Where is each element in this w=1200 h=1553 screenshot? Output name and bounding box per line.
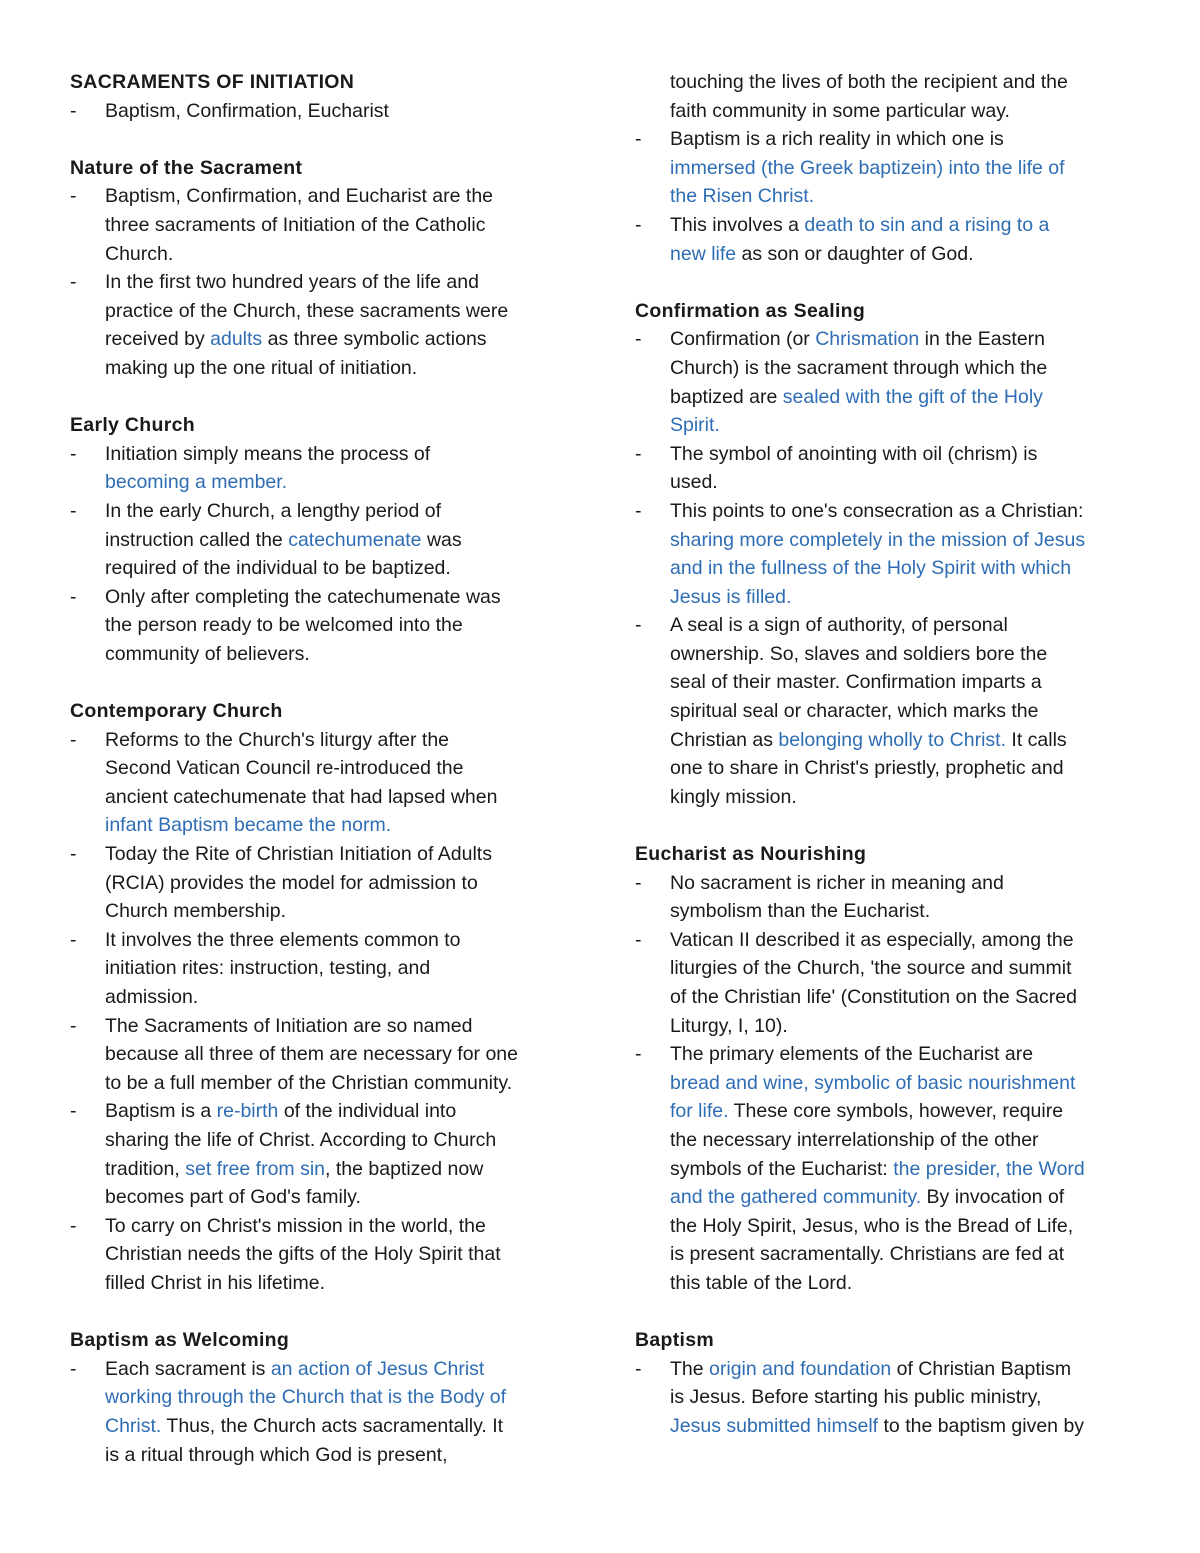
bullet-continuation [635,68,1135,125]
text-run: tradition, [105,1157,186,1180]
text-line [105,754,570,783]
text-run: By invocation of [921,1186,1065,1209]
text-run: Christian as [670,728,779,751]
highlighted-text: origin and foundation [709,1357,892,1380]
text-line [670,897,1135,926]
text-run: liturgies of the Church, 'the source and summit [670,957,1072,980]
text-line [670,1355,1135,1384]
text-line [105,1240,570,1269]
text-run: of the individual into [278,1100,457,1123]
text-run: the person ready to be welcomed into the [105,614,463,637]
bullet-item [70,497,570,583]
text-line [670,1097,1135,1126]
bullet-dash: - [635,499,642,522]
text-line [670,726,1135,755]
bullet-dash: - [635,871,642,894]
spacer [70,125,570,154]
text-run: Second Vatican Council re-introduced the [105,757,464,780]
text-line [105,1012,570,1041]
bullet-item [70,1355,570,1469]
highlighted-text: the presider, the Word [893,1157,1085,1180]
bullet-dash: - [70,1100,77,1123]
text-run: Liturgy, I, 10). [670,1014,788,1037]
text-run: kingly mission. [670,785,797,808]
bullet-dash: - [70,728,77,751]
right-column [635,68,1135,1441]
text-run: Reforms to the Church's liturgy after the [105,728,450,751]
text-run: The Sacraments of Initiation are so named [105,1014,473,1037]
text-run: required of the individual to be baptized. [105,557,451,580]
text-line [670,926,1135,955]
left-column [70,68,570,1469]
text-run: received by [105,328,211,351]
text-line [105,1212,570,1241]
bullet-dash: - [635,1357,642,1380]
bullet-dash: - [70,843,77,866]
bullet-dash: - [70,928,77,951]
section-heading: SACRAMENTS OF INITIATION [70,71,355,93]
text-line [670,1412,1135,1441]
highlighted-text: Jesus is filled. [670,585,792,608]
highlighted-text: becoming a member. [105,471,288,494]
bullet-item [70,182,570,268]
bullet-item [635,926,1135,1040]
highlighted-text: set free from sin [185,1157,326,1180]
text-line [105,468,570,497]
highlighted-text: belonging wholly to Christ. [778,728,1006,751]
text-run: (RCIA) provides the model for admission to [105,871,478,894]
text-run: symbolism than the Eucharist. [670,900,931,923]
text-run: to the baptism given by [878,1414,1085,1437]
text-line [670,754,1135,783]
text-run: was [421,528,462,551]
text-run: Baptism is a rich reality in which one is [670,128,1004,151]
text-line [670,125,1135,154]
bullet-item [70,97,570,126]
bullet-dash: - [635,128,642,151]
bullet-item [635,1355,1135,1441]
section-heading: Eucharist as Nourishing [635,843,867,866]
text-run: This involves a [670,213,805,236]
highlighted-text: new life [670,242,737,265]
text-run: Initiation simply means the process of [105,442,431,465]
text-run: practice of the Church, these sacraments were [105,299,509,322]
text-line [105,1155,570,1184]
text-line [670,640,1135,669]
bullet-dash: - [635,213,642,236]
highlighted-text: and the gathered community. [670,1186,922,1209]
text-line [670,583,1135,612]
text-run: this table of the Lord. [670,1271,853,1294]
text-run: community of believers. [105,642,310,665]
spacer [635,1298,1135,1327]
text-line [670,68,1135,97]
text-line [670,1212,1135,1241]
text-run: of the Christian life' (Constitution on the Sacred [670,986,1077,1008]
bullet-item [70,726,570,840]
highlighted-text: bread and wine, symbolic of basic nourishment [670,1071,1076,1094]
bullet-dash: - [635,328,642,351]
text-run: to be a full member of the Christian community. [105,1071,513,1094]
bullet-dash: - [70,271,77,294]
text-run: faith community in some particular way. [670,99,1010,122]
text-line [105,497,570,526]
text-run: making up the one ritual of initiation. [105,356,418,379]
text-run: This points to one's consecration as a Christian: [670,499,1084,522]
text-line [105,1269,570,1298]
highlighted-text: catechumenate [288,528,422,551]
bullet-dash: - [635,442,642,465]
text-run: is Jesus. Before starting his public ministry, [670,1386,1042,1409]
text-line [670,869,1135,898]
text-line [105,1040,570,1069]
text-run: The [670,1357,710,1380]
section-heading: Confirmation as Sealing [635,299,866,322]
text-run: used. [670,471,718,494]
highlighted-text: adults [210,328,263,351]
bullet-item [70,1012,570,1098]
bullet-dash: - [70,1214,77,1237]
bullet-dash: - [70,1014,77,1037]
bullet-item [70,1097,570,1211]
bullet-dash: - [70,442,77,465]
text-run: is present sacramentally. Christians are fed at [670,1243,1065,1266]
text-line [105,297,570,326]
text-line [670,354,1135,383]
highlighted-text: immersed (the Greek baptizein) into the life of [670,156,1065,179]
bullet-dash: - [70,585,77,608]
text-run: ownership. So, slaves and soldiers bore the [670,642,1048,665]
text-line [105,440,570,469]
bullet-item [70,840,570,926]
text-run: The primary elements of the Eucharist are [670,1043,1034,1066]
text-run: in the Eastern [919,328,1046,351]
text-run: seal of their master. Confirmation imparts a [670,671,1042,694]
section-heading: Early Church [70,414,195,437]
text-line [670,497,1135,526]
highlighted-text: Spirit. [670,414,720,437]
spacer [635,268,1135,297]
bullet-item [635,325,1135,439]
text-run: the Holy Spirit, Jesus, who is the Bread of Life, [670,1214,1074,1237]
text-line [105,554,570,583]
bullet-item [635,1040,1135,1297]
text-line [105,869,570,898]
text-run: touching the lives of both the recipient and the [670,71,1068,93]
text-line [105,1355,570,1384]
text-run: initiation rites: instruction, testing, and [105,957,431,980]
bullet-dash: - [70,99,77,122]
text-line [670,182,1135,211]
text-line [670,668,1135,697]
section-heading: Baptism as Welcoming [70,1329,290,1352]
text-line [670,983,1135,1012]
text-line [105,811,570,840]
text-run: , the baptized now [325,1157,484,1180]
text-line [105,1097,570,1126]
text-run: Christian needs the gifts of the Holy Spirit that [105,1243,501,1266]
text-run: Each sacrament is [105,1357,271,1380]
spacer [635,811,1135,840]
highlighted-text: the Risen Christ. [670,185,815,208]
bullet-dash: - [635,614,642,637]
text-run: It calls [1006,728,1067,751]
section-heading: Nature of the Sacrament [70,156,303,179]
text-line [105,840,570,869]
text-run: instruction called the [105,528,289,551]
text-line [670,1040,1135,1069]
bullet-item [70,1212,570,1298]
text-run: Baptism, Confirmation, and Eucharist are the [105,185,494,208]
text-run: Church membership. [105,900,286,923]
text-run: Baptism, Confirmation, Eucharist [105,99,389,122]
text-run: Church) is the sacrament through which the [670,356,1048,379]
text-line [670,1069,1135,1098]
bullet-dash: - [70,185,77,208]
text-run: Church. [105,242,174,265]
bullet-item [70,926,570,1012]
highlighted-text: sharing more completely in the mission of Jesus [670,528,1086,551]
text-line [105,1412,570,1441]
text-line [105,897,570,926]
text-run: three sacraments of Initiation of the Catholic [105,213,486,236]
text-line [105,783,570,812]
text-line [670,1240,1135,1269]
highlighted-text: an action of Jesus Christ [270,1357,485,1380]
text-run: The symbol of anointing with oil (chrism) is [670,442,1038,465]
section-heading: Baptism [635,1329,715,1352]
text-line [105,268,570,297]
text-run: as son or daughter of God. [736,242,974,265]
text-run: Baptism is a [105,1100,217,1123]
highlighted-text: working through the Church that is the Body of [105,1386,507,1409]
text-run: It involves the three elements common to [105,928,461,951]
text-line [670,783,1135,812]
text-run: These core symbols, however, require [728,1100,1064,1123]
text-run: becomes part of God's family. [105,1186,361,1209]
text-run: is a ritual through which God is present, [105,1443,448,1466]
bullet-dash: - [70,1357,77,1380]
text-run: sharing the life of Christ. According to Church [105,1128,497,1151]
text-run: admission. [105,986,199,1008]
text-run: Confirmation (or [670,328,816,351]
text-line [105,97,570,126]
spacer [70,668,570,697]
text-line [105,611,570,640]
text-line [105,926,570,955]
text-run: No sacrament is richer in meaning and [670,871,1004,894]
text-run: as three symbolic actions [262,328,487,351]
section-heading: Contemporary Church [70,700,283,723]
text-line [105,240,570,269]
text-line [105,325,570,354]
highlighted-text: and in the fullness of the Holy Spirit with which [670,557,1072,580]
text-line [670,97,1135,126]
text-line [670,554,1135,583]
text-line [105,354,570,383]
bullet-item [70,583,570,669]
highlighted-text: death to sin and a rising to a [804,213,1050,236]
text-run: of Christian Baptism [891,1357,1072,1380]
text-line [670,1269,1135,1298]
text-line [105,211,570,240]
highlighted-text: Chrismation [815,328,920,351]
highlighted-text: Christ. [105,1414,162,1437]
text-run: Vatican II described it as especially, among the [670,928,1074,951]
text-run: spiritual seal or character, which marks the [670,700,1039,723]
text-line [670,211,1135,240]
bullet-item [635,869,1135,926]
text-line [670,1126,1135,1155]
text-run: Only after completing the catechumenate was [105,585,501,608]
text-line [105,954,570,983]
text-line [105,1183,570,1212]
text-run: Thus, the Church acts sacramentally. It [161,1414,504,1437]
text-line [105,1383,570,1412]
text-run: To carry on Christ's mission in the world, the [105,1214,486,1237]
text-line [670,611,1135,640]
bullet-item [635,211,1135,268]
text-line [670,468,1135,497]
bullet-item [635,497,1135,611]
text-run: filled Christ in his lifetime. [105,1271,325,1294]
highlighted-text: for life. [670,1100,729,1123]
text-line [670,697,1135,726]
text-line [105,640,570,669]
highlighted-text: sealed with the gift of the Holy [782,385,1043,408]
highlighted-text: Jesus submitted himself [670,1414,879,1437]
text-line [670,240,1135,269]
text-run: the necessary interrelationship of the other [670,1128,1039,1151]
text-line [670,383,1135,412]
text-run: symbols of the Eucharist: [670,1157,894,1180]
bullet-item [635,125,1135,211]
bullet-item [70,440,570,497]
highlighted-text: re-birth [216,1100,279,1123]
text-run: Today the Rite of Christian Initiation of Adults [105,843,492,866]
text-line [670,526,1135,555]
text-run: In the early Church, a lengthy period of [105,499,442,522]
text-line [105,583,570,612]
bullet-dash: - [635,928,642,951]
text-run: baptized are [670,385,783,408]
bullet-dash: - [70,499,77,522]
spacer [70,383,570,412]
spacer [70,1298,570,1327]
bullet-item [635,440,1135,497]
text-line [670,1183,1135,1212]
text-line [105,182,570,211]
text-line [105,983,570,1012]
text-line [105,526,570,555]
text-run: ancient catechumenate that had lapsed when [105,785,498,808]
text-line [670,411,1135,440]
text-run: A seal is a sign of authority, of personal [670,614,1008,637]
bullet-dash: - [635,1043,642,1066]
text-line [670,1155,1135,1184]
text-run: because all three of them are necessary for one [105,1043,518,1066]
text-line [670,325,1135,354]
text-line [670,954,1135,983]
text-run: In the first two hundred years of the life and [105,271,479,294]
text-line [105,726,570,755]
text-line [670,1012,1135,1041]
highlighted-text: infant Baptism became the norm. [105,814,392,837]
text-line [105,1126,570,1155]
bullet-item [635,611,1135,811]
text-line [105,1441,570,1470]
text-line [670,440,1135,469]
text-line [105,1069,570,1098]
text-line [670,1383,1135,1412]
text-line [670,154,1135,183]
text-run: one to share in Christ's priestly, prophetic and [670,757,1064,780]
bullet-item [70,268,570,382]
